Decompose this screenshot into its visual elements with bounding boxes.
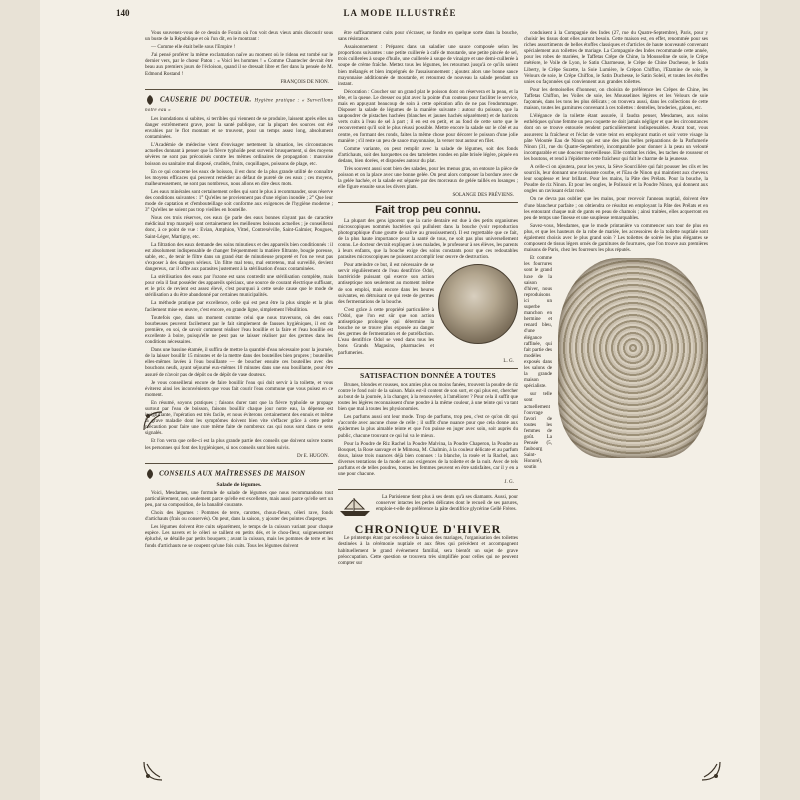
causerie-paragraph: Les inondations si subites, si terribles qui viennent de se produire, laissent après elles un danger extrêmement grave, pour la santé publique, car la plupart des sources ont été envahies par le flot montant et se trouvent, pour un temps assez long, absolument contaminées. <box>145 115 333 141</box>
causerie-heading <box>145 94 333 114</box>
bacteria-photo <box>438 264 518 344</box>
fait-signature: L. G. <box>503 357 514 364</box>
salad-signature: SOLANGE DES PRÉVIENS. <box>452 192 514 199</box>
causerie-paragraph: Toutefois que, dans un moment comme celui que nous traversons, où des eaux bourbeuses peuvent facilement par le fait simplement de fausses hygiéniques, il est de première, en soi, de savoir comment réaliser l'eau bouillie et la faire et l'eau bouillie est excellente à boire, puisqu'elle ne peut pas se laisser réaliser par des germes dans les conditions nécessaires. <box>145 314 333 346</box>
intro-paragraph: J'ai pensé proférer la même exclamation naïve au moment où le rideau est tombé sur le dernier vers, par le chœur Paton : « Voici les hommes ! » Comme Chantecler devrait être beau aux premiers jours de l'écloison, quand il se dressait libre et fier dans la pensée de M. Edmond Rostand ! <box>145 52 333 77</box>
satisfaction-paragraph: Pour la Poudre de Riz Rachel la Poudre Malvina, la Poudre Chaperon, la Poudre au Bouquet, la Rose sauvage et le Mimosa, M. Chalmin, à la couleur délicate et au parfum doux, laisse trois nuances déjà bien connues : la blanche, la rosée et la Rachel, aux diverses tentations de la mode et aux exigences de la toilette et de la nuit. Avec de tels parfums et de telles poudres, toutes les femmes peuvent en être satisfaites, car il y en a une pour chacune. <box>338 440 518 478</box>
chronique-paragraph: Le printemps étant par excellence la saison des mariages, l'organisation des toilettes destinées à la cérémonie nuptiale et aux fêtes qui précèdent et accompagnent habituellement le grand événement familial, sera bientôt un sujet de grave préoccupation. Cette question se trouvera très simplifiée pour celles qui ne peuvent compter sur <box>338 535 518 566</box>
conseils-paragraph: Les légumes doivent être cuits séparément, le temps de la cuisson variant pour chaque espèce. Les navets et le céleri se taillent en petits dés, et le chou-fleur, soigneusement épluché, se détaille par petits bouquets ; avant la cuisson, mais les pommes de terre et les fonds d'artichauts ne se coupent qu'une fois cuits. Tous les légumes doivent <box>145 524 333 549</box>
divider <box>338 489 518 490</box>
dentifrice-paragraph: La Parisienne tient plus à ses dents qu'à ses diamants. Aussi, pour conserver intactes les perles délicates dont le recueil de ses parures, emploie-t-elle de préférence la pâte dentifrice glycérine Gellé Frères. <box>376 494 518 513</box>
mode-paragraph: Et comme les fourrures sont le grand luxe de la saison d'hiver, nous reproduisons ici un superbe manchon en hermine et renard bleu, d'une élégance raffinée, qui fait partie des modèles exposés dans les salons de la grande maison spécialiste. <box>524 255 552 390</box>
column-middle <box>338 30 518 786</box>
conseils-heading <box>145 468 333 480</box>
conseils-paragraph: Voici, Mesdames, une formule de salade de légumes que nous recommandons tout particulièrement, non seulement parce qu'elle est excellente, mais aussi parce qu'elle sert un peu, par sa composition, de la banalité courante. <box>145 489 333 508</box>
fait-title: Fait trop peu connu. <box>375 204 481 217</box>
running-title: LA MODE ILLUSTRÉE <box>343 8 457 18</box>
causerie-paragraph: L'Académie de médecine vient d'envisager nettement la situation, les circonstances actuelles donnant à penser que la fièvre typhoïde peut survenir brusquement, si des moyens sévères ne sont pas préconisés contre les mêmes ordinaires de propagation : mauvaise boisson ou sanitaire mal disposé, crudités, fruits, coquillages, poissons de plage, etc. <box>145 142 333 167</box>
causerie-paragraph: En résumé, soyons pratiques ; faisons durer tant que la fièvre typhoïde se propage surtout par l'eau de boisson, faisons bouillir chaque jour notre eau, la dépense est insignifiante, l'opération est très facile, et nous éviterons certainement des ennuis et même la grave maladie dont les symptômes doivent bien vite s'effacer grâce à cette petite précaution pour faire une cure même faite de nombreux cas qui nous sont dans ce sens signalés. <box>145 399 333 437</box>
fleuron-icon <box>145 94 155 106</box>
causerie-paragraph: Et l'on verra que celle-ci est la plus grande partie des conseils que doivent suivre toutes les personnes qui font des hygiéniques, si nos conseils sont bien suivis. <box>145 438 333 451</box>
intro-signature: FRANÇOIS DE NION. <box>280 78 329 85</box>
fait-paragraph: C'est grâce à cette propriété particulière à l'Odol, que l'on est sûr que son action antiseptique prolongée qui détermine la bouche ne se trouve plus exposée au danger des germes de fermentation et de putréfaction. L'eau dentifrice Odol se vend dans tous les bons Grands Magasins, pharmacies et parfumeries. <box>338 306 434 356</box>
divider <box>145 463 333 464</box>
salad-paragraph: Assaisonnement : Préparez dans un saladier une sauce composée selon les proportions suivantes : une petite cuillerée à café de moutarde, une petite pincée de sel, trois cuillerées à soupe d'huile, une cuillerée à soupe de vinaigre et une demi-cuillerée à soupe de crème fraîche. Mettez tous les légumes, les retournez jusqu'à ce qu'ils soient bien mélangés et bien imprégnés de l'assaisonnement ; ajoutez alors une bonne sauce mayonnaise additionnée de moutarde, et retournez de nouveau la salade pendant un instant. <box>338 44 518 87</box>
satisfaction-paragraph: Brunes, blondes et rousses, nos amies plus ou moins fanées, trouvent la poudre de riz contre le fond noir de la saison. Mais est-il content de son sort, et qui plus est, chercher au bout de la journée, à la changer, à la renouveler, à l'améliorer ? Pour cela il suffit que toutes les légères reconnaissent d'une poudre à la même couleur, à une teinte qui va tant bien que mal à toutes les physionomies. <box>338 381 518 413</box>
fait-paragraph: Pour atteindre ce but, il est nécessaire de se servir régulièrement de l'eau dentifrice Odol, bactéricide puissant qui exerce son action antiseptique non seulement au moment même de son emploi, mais encore dans les heures suivantes, en détruisant ce qui reste de germes des fermentations de la bouche. <box>338 262 434 305</box>
causerie-paragraph: En ce qui concerne les eaux de boisson, il est donc de la plus grande utilité de connaître les moyens efficaces qui peuvent remédier au défaut de pureté de ces eaux ; ces moyens, malheureusement, ne sont pas nombreux, nous allons en dire deux mots. <box>145 168 333 187</box>
salad-paragraph: Comme variante, on peut remplir avec la salade de légumes, soit des fonds d'artichauts, soit des barquettes ou des tartelettes rondes en pâte brisée légère, piquée en dedans, bien dorées, et disposées autour du plat. <box>338 145 518 164</box>
divider <box>338 368 518 369</box>
intro-paragraph: — Comme elle était belle sous l'Empire ! <box>151 44 236 51</box>
fleuron-icon <box>145 468 155 480</box>
mode-paragraph: sur telle sont actuellement l'ouvrage favori de toutes les femmes de goût. La Pensée (5, faubourg Saint-Honoré), soutin <box>524 391 552 471</box>
magazine-page <box>40 0 760 800</box>
mode-paragraph: Savez-vous, Mesdames, que le mode printanière va commencer son tour de plus en plus, et que les hauteurs de la robe de mariée, les accessoires de la toilette nuptiale sont également choisis avec le plus grand soin ? Les toilettes de soirée les plus élégantes se composent de tissus légers ornés de garnitures de fourrures, que l'on trouve aux premières maisons de Paris, chez les fourreurs les plus réputés. <box>524 222 708 254</box>
causerie-subtitle: Hygiène pratique : « Surveillons notre eau » <box>145 98 333 113</box>
salad-paragraph: être suffisamment cuits pour s'écraser, se fondre en quelque sorte dans la bouche, sans résistance. <box>338 30 518 43</box>
causerie-paragraph: La méthode pratique par excellence, celle qui est peut être la plus simple et la plus facilement mise en œuvre, c'est encore, en grande ligne, simplement l'ébullition. <box>145 300 333 313</box>
intro-paragraph: Vous souvenez-vous de ce dessin de Forain où l'on voit deux vieux amis discourir sous un buste de la République et où l'un dit, en le montrant : <box>145 30 333 43</box>
page-header <box>40 8 760 24</box>
mode-paragraph: conduisent à la Compagnie des Indes (27, rue du Quatre-Septembre), Paris, pour y choisir les tissus dont elles auront besoin. Cette maison est, en effet, renommée pour ses riches assortiments de belles étoffes classiques et d'articles de haute nouveauté convenant spécialement aux toilettes de mariage. La Compagnie des Indes recommande cette année, pour les robes de mariées, le Taffetas Crêpe de Chine, la Mousseline de soie, le Crêpe météore, le Voile de Lyon, le Satin Charmeuse, le Crêpe de Chine Duchesse, le Satin Liberty, le Crêpe Suzette, la Soie Lumière, le Crépon Chiffon, l'Etamine de soie, le Velours de soie, le Crêpe Chiffon, le Satin Duchesse, le Satin Soleil, et toutes les étoffes unies ou façonnées qui conviennent aux grandes toilettes. <box>524 30 708 85</box>
column-left <box>145 30 333 786</box>
causerie-paragraph: Dans une bassine étamée, il suffira de mettre la quantité d'eau nécessaire pour la journée, de la laisser bouillir 15 minutes et de la mettre dans des bouteilles bien propres ; bouteilles elles-mêmes lavées à l'eau bouillante — de boucher ensuite ces bouteilles avec des bouchons neufs, ayant séjourné eux-mêmes 10 minutes dans une eau bouillante, pour être assuré de n'avoir pas de dépôt ou de dépôt de vase douteux. <box>145 347 333 378</box>
fur-muff-illustration <box>558 258 708 458</box>
mode-paragraph: A celle-ci on ajoutera, pour les yeux, la Sève Sourcilière qui fait pousser les cils et les sourcils, leur donnant une ravissante courbe, et l'Eau de Ninon qui maintient aux cheveux leur souplesse et leur brillant. Pour les mains, la Pâte des Prélats. Pour la bouche, la Poudre de riz Ninon. Et pour les ongles, le Polissoir et la Poudre Ninon, qui donnent aux ongles un ravissant éclat rosé. <box>524 163 708 195</box>
causerie-title: CAUSERIE DU DOCTEUR. <box>159 95 252 104</box>
conseils-title: CONSEILS AUX MAÎTRESSES DE MAISON <box>159 469 306 478</box>
salad-paragraph: Très souvent aussi sont bien des salades, pour les menus gras, on entoure la pièce de poisson et on la place avec une bonne gelée. On peut alors composer la bordure avec de la gelée hachée, et la salade est séparée par des morceaux de gelée taillés en losanges ; elle figure ensuite sous les divers plats. <box>338 165 518 191</box>
column-right <box>524 30 708 786</box>
conseils-subtitle: Salade de légumes. <box>216 481 262 488</box>
causerie-paragraph: La stérilisation des eaux par l'ozone est sans contredit une stérilisation complète, mais pour cela il faut posséder des appareils spéciaux, une source de courant électrique suffisant, et le prix de revient est assez élevé, c'est pourquoi à cette seule cause que le mode de stérilisation a du être abandonné par certaines municipalités. <box>145 274 333 299</box>
divider <box>338 202 518 203</box>
divider <box>145 89 333 90</box>
mode-paragraph: Pour les demoiselles d'honneur, on choisira de préférence les Crêpes de Chine, les Taffetas Chiffon, les Voiles de soie, les Mousselines légères et les Velours de soie façonnés, dans les tons les plus délicats ; on trouvera aussi, dans les collections de cette maison, toutes les garnitures convenant à ces toilettes : dentelles, broderies, galons, etc. <box>524 86 708 112</box>
causerie-paragraph: Je vous conseillerai encore de faire bouillir l'eau qui doit servir à la toilette, et vous éviterez ainsi les inconvénients que vous fait courir l'eau commune que vous puisez en ce moment. <box>145 379 333 398</box>
satisfaction-signature: J. G. <box>504 479 514 486</box>
mode-paragraph: On ne devra pas oublier que les mains, pour recevoir l'anneau nuptial, doivent être d'une blancheur parfaite ; on obtiendra ce résultat en employant la Pâte des Prélats et en les entourant chaque nuit de gants en peau de chamois ; ainsi traitées, elles acquerront en peu de temps une finesse et une souplesse remarquables. <box>524 196 708 221</box>
salad-paragraph: Décoration : Coucher sur un grand plat le poisson dont on réservera et la peau, et la tête, et la queue. Le dresser ou plat avec la pointe d'un couteau pour faciliter le service, mais en appuyant beaucoup de soin à cette opération afin de ne pas l'endommager. Disposer la salade de légumes de la manière suivante : autour du poisson, que la saupoudrer de pistaches hachées (blanches et jaunes hachés séparément) et de haricots verts cuits à l'eau de sel à part ; il en est en petit, et au fond de cette sorte que le recouvrement qu'il soit le plus réussi possible. Mettre encore la salade sur le côté et au centre, en formant des ronds, faites la même chose pour décorer le poisson d'une jolie manière ; s'il reste un peu de sauce mayonnaise, la verser tout autour en filet. <box>338 88 518 144</box>
ship-illustration-icon <box>338 496 372 518</box>
causerie-paragraph: Nous ces trois réserves, ces eaux (je parle des eaux bonnes n'ayant pas de caractère médicinal trop marqué) sont certainement les meilleures boissons actuelles ; je conseillerai donc, à ce point de vue : Evian, Amphion, Vittel, Contrexéville, Saint-Galmier, Pougues, Saint-Léger, Martigny, etc. <box>145 215 333 240</box>
mode-paragraph: L'élégance de la toilette étant assurée, il faudra penser, Mesdames, aux soins esthétiques qu'une femme un peu coquette ne doit jamais négliger et que les circonstances dont on se trouve entourée rendent particulièrement indispensables. Avant tout, vous assurerez la fraîcheur et l'éclat de votre teint en employant matin et soir votre visage la pâte Veloutée Eau de Ninon qui est une des plus belles préparations de la Parfumerie Ninon (31, rue du Quatre-Septembre), incomparable pour donner à la peau un velouté incomparable et une douceur merveilleuse. Elle combat les rides, les taches de rousseur et les boutons, et rend à l'épiderme cette fraîcheur qui fait le charme de la jeunesse. <box>524 113 708 162</box>
satisfaction-paragraph: Les parfums aussi ont leur mode. Trop de parfums, trop peu, c'est ce qu'on dit qui s'accorde avec aucune chose de celle ; il suffit d'une nuance pour que cela donne aux épidermes la plus aimable teinte et que l'on puisse en juger avec soin, soit auprès du public, chacune trouvant ce qui lui va le mieux. <box>338 414 518 439</box>
conseils-paragraph: Choix des légumes : Pommes de terre, carottes, choux-fleurs, céleri rave, fonds d'artichauts (frais ou conservés). On peut, dans la saison, y ajouter des pointes d'asperges. <box>145 510 333 523</box>
satisfaction-title: SATISFACTION DONNÉE A TOUTES <box>359 370 496 380</box>
fait-paragraph: La plupart des gens ignorent que la carie dentaire est due à des petits organismes microscopiques nommés bactéries qui pullulent dans la bouche (voir reproduction photographique d'une goutte de salive au grossissement). Il est regrettable que ce fait, de la plus haute importance pour la santé de tous, ne soit pas plus universellement connu. Le docteur devrait expliquer à ses malades, le professeur à ses élèves, les parents à leurs enfants, que la bouche exige des soins constants pour que ces redoutables parasites microscopiques ne puissent accomplir leur œuvre de destruction. <box>338 217 518 261</box>
causerie-signature: Dr E. HUGON. <box>297 452 329 459</box>
page-number: 140 <box>116 8 130 18</box>
causerie-paragraph: Les eaux minérales sont certainement celles qui sont le plus à recommander, sous réserve des conditions suivantes : 1° Qu'elles ne proviennent pas d'une région inondée ; 2° Que leur mode de captation et d'embouteillage soit conforme aux exigences de l'hygiène moderne ; 3° Qu'elles ne soient pas trop vieilles en bouteille. <box>145 188 333 214</box>
causerie-paragraph: La filtration des eaux demande des soins minutieux et des appareils bien conditionnés : il est absolument indispensable de changer fréquemment la matière filtrante, bougie poreuse, sable, etc., de tenir le filtre dans un grand état de minutieuse propreté et l'on ne veut pas s'exposer à des dangers sérieux. Un filtre mal tenu, mal entretenu, mal surveillé, devient dangereux, car il offre aux parasites justement à la stérilisation d'eaux contaminées. <box>145 241 333 272</box>
chronique-title: CHRONIQUE D'HIVER <box>354 522 502 537</box>
